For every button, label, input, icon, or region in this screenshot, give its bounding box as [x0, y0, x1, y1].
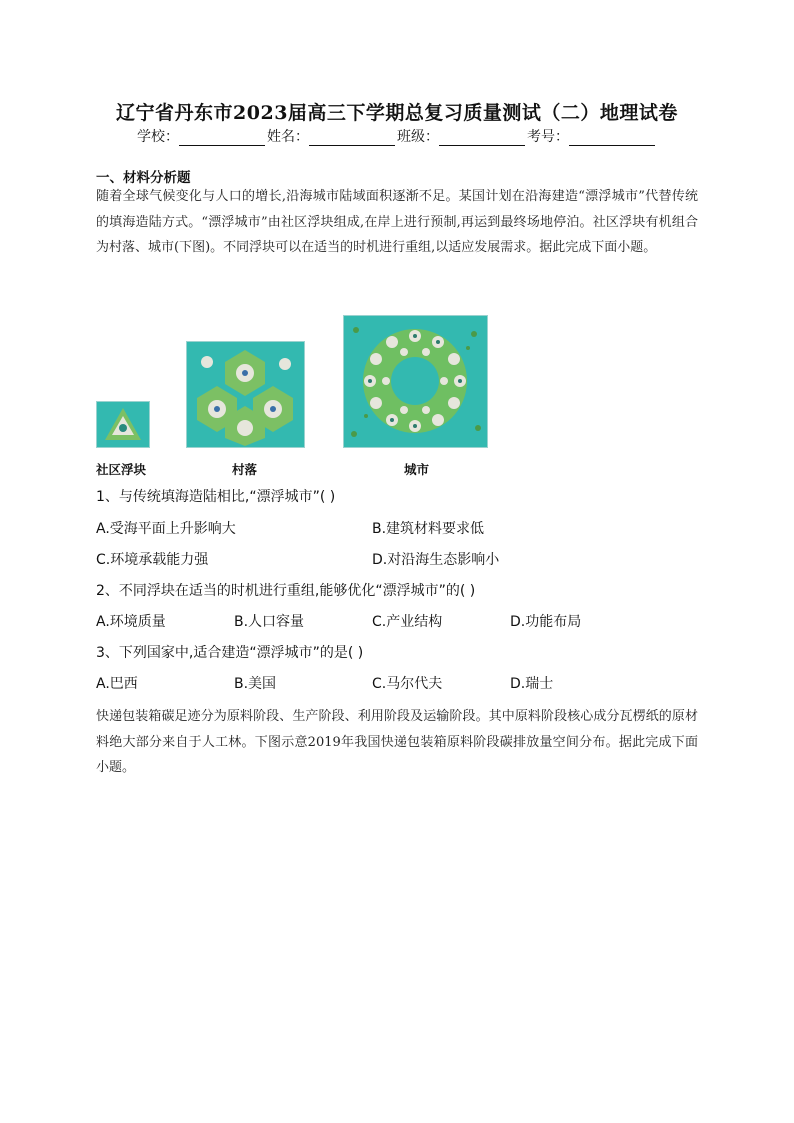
id-label: 考号： — [527, 129, 569, 145]
question-3-option-d[interactable]: D.瑞士 — [510, 676, 554, 692]
name-blank[interactable] — [309, 131, 395, 146]
caption-community-float: 社区浮块 — [96, 462, 147, 477]
question-1-option-c[interactable]: C.环境承载能力强 — [96, 552, 209, 568]
question-1-option-d[interactable]: D.对沿海生态影响小 — [372, 552, 500, 568]
section-title: 一、材料分析题 — [96, 170, 191, 186]
question-3-stem: 3、下列国家中,适合建造“漂浮城市”的是( ) — [96, 645, 364, 661]
figure-city — [343, 315, 488, 448]
question-3-option-c[interactable]: C.马尔代夫 — [372, 676, 443, 692]
question-1-option-a[interactable]: A.受海平面上升影响大 — [96, 521, 236, 537]
id-blank[interactable] — [569, 131, 655, 146]
question-2-option-a[interactable]: A.环境质量 — [96, 614, 166, 630]
question-1-stem: 1、与传统填海造陆相比,“漂浮城市”( ) — [96, 489, 336, 505]
question-2-option-b[interactable]: B.人口容量 — [234, 614, 305, 630]
question-2-option-d[interactable]: D.功能布局 — [510, 614, 582, 630]
school-label: 学校： — [137, 129, 179, 145]
caption-city: 城市 — [404, 462, 430, 477]
figure-village — [186, 341, 305, 448]
question-1-option-b[interactable]: B.建筑材料要求低 — [372, 521, 485, 537]
material-paragraph-2: 快递包装箱碳足迹分为原料阶段、生产阶段、利用阶段及运输阶段。其中原料阶段核心成分瓦楞纸的原材料绝大部分来自于人工林。下图示意2019年我国快递包装箱原料阶段碳排放量空间分布。据此完成下面小题。 — [96, 709, 698, 775]
question-3-option-b[interactable]: B.美国 — [234, 676, 277, 692]
class-blank[interactable] — [439, 131, 525, 146]
school-blank[interactable] — [179, 131, 265, 146]
figure-community-float — [96, 401, 150, 448]
question-3-option-a[interactable]: A.巴西 — [96, 676, 138, 692]
question-2-stem: 2、不同浮块在适当的时机进行重组,能够优化“漂浮城市”的( ) — [96, 583, 476, 599]
student-info-line — [0, 126, 794, 146]
material-paragraph-1: 随着全球气候变化与人口的增长,沿海城市陆域面积逐渐不足。某国计划在沿海建造“漂浮城市”代替传统的填海造陆方式。“漂浮城市”由社区浮块组成,在岸上进行预制,再运到最终场地停泊。社区浮块有机组合为村落、城市(下图)。不同浮块可以在适当的时机进行重组,以适应发展需求。据此完成下面小题。 — [96, 189, 698, 255]
page-title: 辽宁省丹东市2023届高三下学期总复习质量测试（二）地理试卷 — [116, 102, 678, 124]
class-label: 班级： — [397, 129, 439, 145]
caption-village: 村落 — [232, 462, 258, 477]
name-label: 姓名： — [267, 129, 309, 145]
question-2-option-c[interactable]: C.产业结构 — [372, 614, 443, 630]
